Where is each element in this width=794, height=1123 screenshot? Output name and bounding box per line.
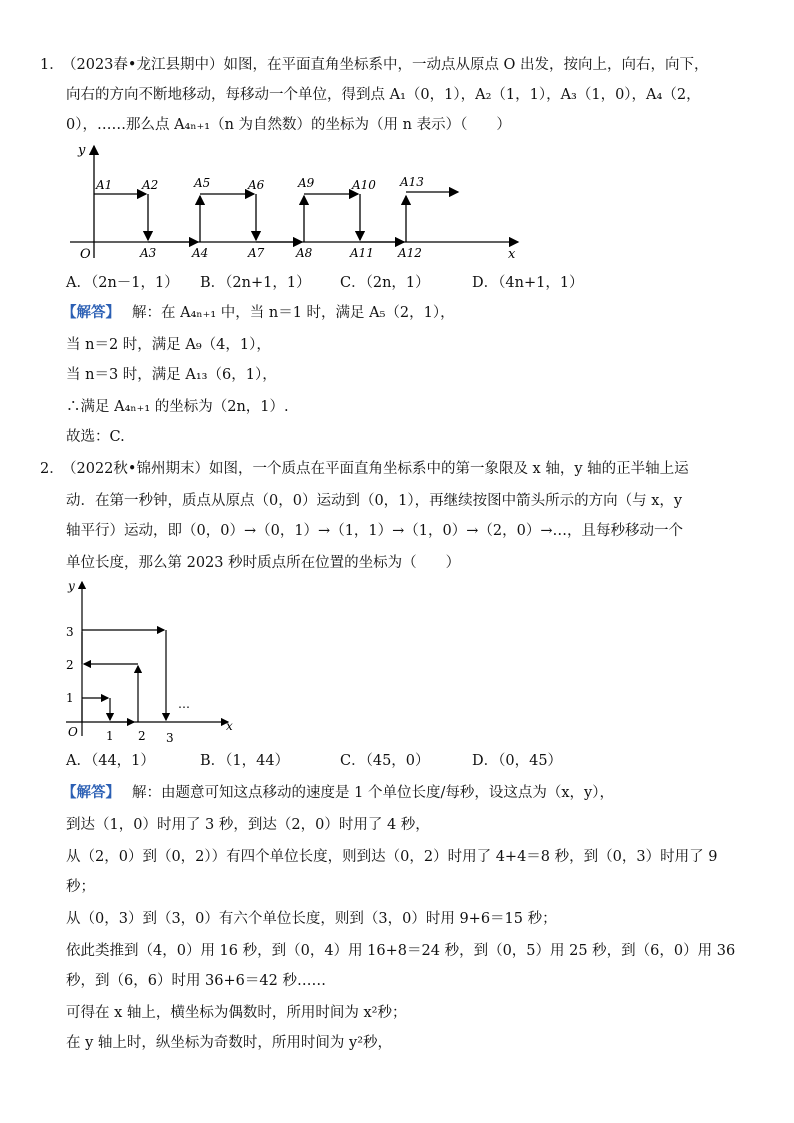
q2-solution-line3: 从（2，0）到（0，2））有四个单位长度，则到达（0，2）时用了 4+4＝8 秒，到（0，3）时用了 9	[66, 849, 718, 865]
q1-label-A2: A2	[142, 178, 159, 192]
q2-stem-line4: 单位长度，那么第 2023 秒时质点所在位置的坐标为（ ）	[66, 555, 461, 571]
q1-label-A12: A12	[398, 246, 422, 260]
q1-label-A5: A5	[194, 176, 211, 190]
q1-label-A7: A7	[248, 246, 265, 260]
q2-y-tick-2: 2	[66, 658, 74, 672]
q1-axis-y-label: y	[78, 143, 86, 158]
q2-axis-x-label: x	[226, 719, 233, 733]
q1-solution-line5: 故选：C.	[66, 429, 125, 445]
q1-label-A6: A6	[248, 178, 265, 192]
q2-axis-y-label: y	[68, 579, 75, 593]
q1-number: 1．	[40, 57, 64, 73]
q2-solution-line4: 秒；	[66, 879, 95, 895]
q1-solution-line2: 当 n＝2 时，满足 A₉（4，1），	[66, 337, 271, 353]
q2-figure	[58, 574, 248, 746]
q1-solution-line1: 解：在 A₄ₙ₊₁ 中，当 n＝1 时，满足 A₅（2，1），	[132, 305, 455, 321]
q1-stem-line1: （2023春•龙江县期中）如图，在平面直角坐标系中，一动点从原点 O 出发，按向上，向右，向下，	[62, 57, 709, 73]
q1-option-c: C．（2n，1）	[340, 275, 430, 291]
q2-option-d: D．（0，45）	[472, 753, 563, 769]
q2-solution-line5: 从（0，3）到（3，0）有六个单位长度，则到（3，0）时用 9+6＝15 秒；	[66, 911, 557, 927]
q2-solution-line9: 在 y 轴上时，纵坐标为奇数时，所用时间为 y²秒，	[66, 1035, 393, 1051]
q1-figure	[60, 140, 530, 265]
q2-option-c: C．（45，0）	[340, 753, 430, 769]
q1-label-A3: A3	[140, 246, 157, 260]
q2-option-a: A．（44，1）	[66, 753, 155, 769]
q1-option-a: A．（2n－1，1）	[66, 275, 179, 291]
q2-stem-line2: 动．在第一秒钟，质点从原点（0，0）运动到（0，1），再继续按图中箭头所示的方向（与 x，y	[66, 493, 683, 509]
q2-x-tick-2: 2	[138, 729, 146, 743]
q1-axis-x-label: x	[508, 247, 516, 262]
q2-x-tick-3: 3	[166, 731, 174, 745]
q2-solution-tag: 【解答】	[62, 784, 120, 801]
q1-label-A1: A1	[96, 178, 113, 192]
q2-y-tick-1: 1	[66, 691, 74, 705]
q1-origin-label: O	[80, 247, 91, 262]
q1-label-A13: A13	[400, 175, 424, 189]
q2-option-b: B．（1，44）	[200, 753, 290, 769]
q2-solution-line2: 到达（1，0）时用了 3 秒，到达（2，0）时用了 4 秒，	[66, 817, 430, 833]
q2-origin-label: O	[68, 725, 78, 739]
q2-stem-line1: （2022秋•锦州期末）如图，一个质点在平面直角坐标系中的第一象限及 x 轴，y 轴的正半轴上运	[62, 461, 689, 477]
q1-option-d: D．（4n+1，1）	[472, 275, 584, 291]
q2-y-tick-3: 3	[66, 625, 74, 639]
q2-solution-line7: 秒，到（6，6）时用 36+6＝42 秒……	[66, 973, 326, 989]
q1-stem-line2: 向右的方向不断地移动，每移动一个单位，得到点 A₁（0，1），A₂（1，1），A₃（1，0），A₄（2，	[66, 87, 701, 103]
q2-solution-line6: 依此类推到（4，0）用 16 秒，到（0，4）用 16+8＝24 秒，到（0，5）用 25 秒，到（6，0）用 36	[66, 943, 736, 959]
q1-solution-line4: ∴满足 A₄ₙ₊₁ 的坐标为（2n，1）.	[66, 399, 289, 415]
q1-label-A9: A9	[298, 176, 315, 190]
q1-label-A4: A4	[192, 246, 209, 260]
q1-solution-line3: 当 n＝3 时，满足 A₁₃（6，1），	[66, 367, 277, 383]
q1-stem-line3: 0），……那么点 A₄ₙ₊₁（n 为自然数）的坐标为（用 n 表示）（ ）	[66, 117, 511, 133]
q2-number: 2．	[40, 461, 64, 477]
q1-label-A10: A10	[352, 178, 376, 192]
q2-ellipsis: …	[178, 697, 190, 711]
q2-solution-line8: 可得在 x 轴上，横坐标为偶数时，所用时间为 x²秒；	[66, 1005, 407, 1021]
q1-label-A11: A11	[350, 246, 374, 260]
q2-stem-line3: 轴平行）运动，即（0，0）→（0，1）→（1，1）→（1，0）→（2，0）→…，且每秒移动一个	[66, 523, 683, 539]
q2-solution-line1: 解：由题意可知这点移动的速度是 1 个单位长度/每秒，设这点为（x，y），	[132, 785, 614, 801]
q1-option-b: B．（2n+1，1）	[200, 275, 311, 291]
q2-x-tick-1: 1	[106, 729, 114, 743]
q1-solution-tag: 【解答】	[62, 304, 120, 321]
q1-label-A8: A8	[296, 246, 313, 260]
